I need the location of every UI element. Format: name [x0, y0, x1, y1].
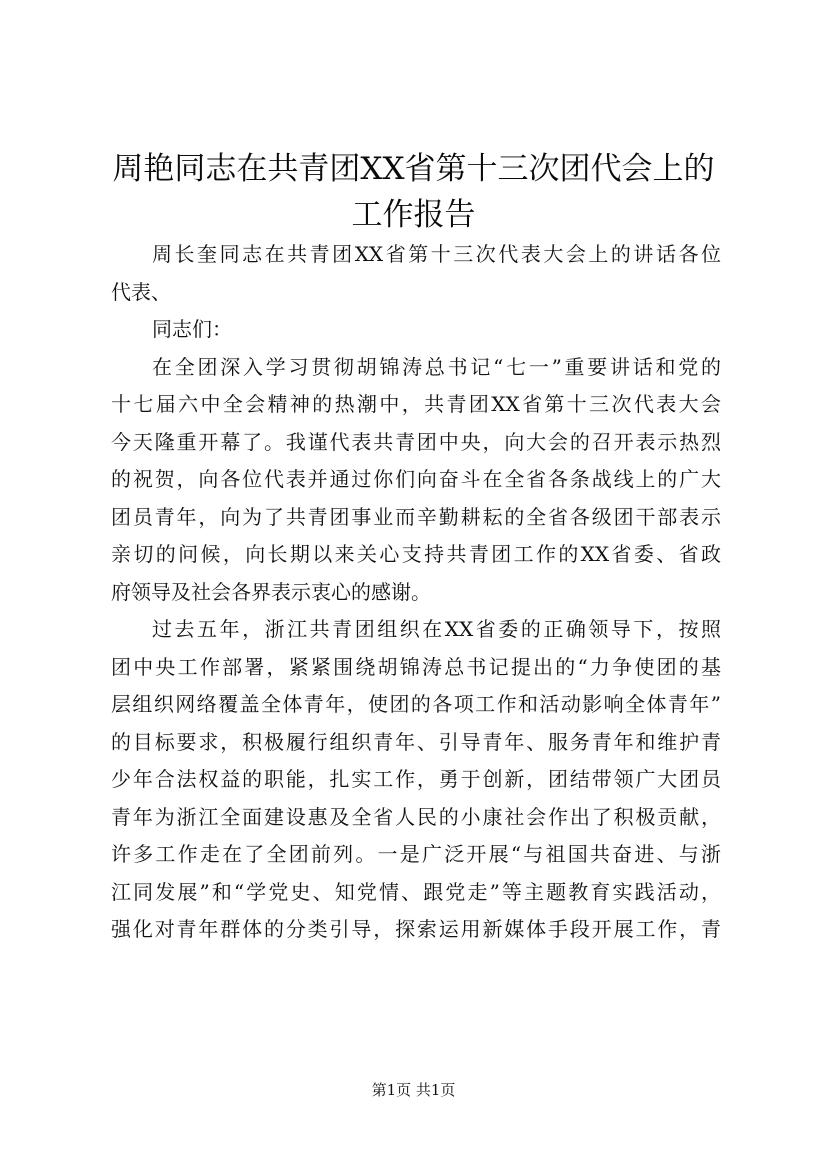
body-line: 府领导及社会各界表示衷心的感谢。 [111, 579, 431, 604]
title-line-2: 工作报告 [351, 197, 476, 233]
body-line: 的祝贺，向各位代表并通过你们向奋斗在全省各条战线上的广大 [111, 467, 721, 491]
body-line: 层组织网络覆盖全体青年，使团的各项工作和活动影响全体青年” [111, 692, 721, 716]
body-line: 在全团深入学习贯彻胡锦涛总书记“七一”重要讲话和党的 [152, 354, 721, 379]
body-line: 团员青年，向为了共青团事业而辛勤耕耘的全省各级团干部表示 [111, 504, 721, 529]
body-line: 的目标要求，积极履行组织青年、引导青年、服务青年和维护青 [111, 729, 721, 754]
body-line: 强化对青年群体的分类引导，探索运用新媒体手段开展工作，青 [111, 917, 721, 941]
body-line: 青年为浙江全面建设惠及全省人民的小康社会作出了积极贡献， [111, 804, 721, 829]
body-line: 江同发展”和“学党史、知党情、跟党走”等主题教育实践活动， [111, 879, 721, 904]
document-body [111, 236, 721, 949]
body-line: 过去五年，浙江共青团组织在XX省委的正确领导下，按照 [152, 617, 721, 641]
body-line: 少年合法权益的职能，扎实工作，勇于创新，团结带领广大团员 [111, 767, 721, 791]
body-line: 亲切的问候，向长期以来关心支持共青团工作的XX省委、省政 [111, 542, 721, 566]
body-line: 代表、 [111, 279, 171, 304]
body-line: 十七届六中全会精神的热潮中，共青团XX省第十三次代表大会 [111, 392, 721, 416]
body-line: 团中央工作部署，紧紧围绕胡锦涛总书记提出的“力争使团的基 [111, 654, 721, 679]
body-line: 今天隆重开幕了。我谨代表共青团中央，向大会的召开表示热烈 [111, 429, 721, 454]
body-line: 周长奎同志在共青团XX省第十三次代表大会上的讲话各位 [152, 242, 721, 266]
body-line: 同志们： [152, 317, 232, 341]
title-line-1: 周艳同志在共青团XX省第十三次团代会上的 [112, 151, 715, 187]
page-footer: 第1页 共1页 [371, 1081, 456, 1099]
document-title [90, 146, 737, 238]
body-line: 许多工作走在了全团前列。一是广泛开展“与祖国共奋进、与浙 [111, 842, 721, 866]
